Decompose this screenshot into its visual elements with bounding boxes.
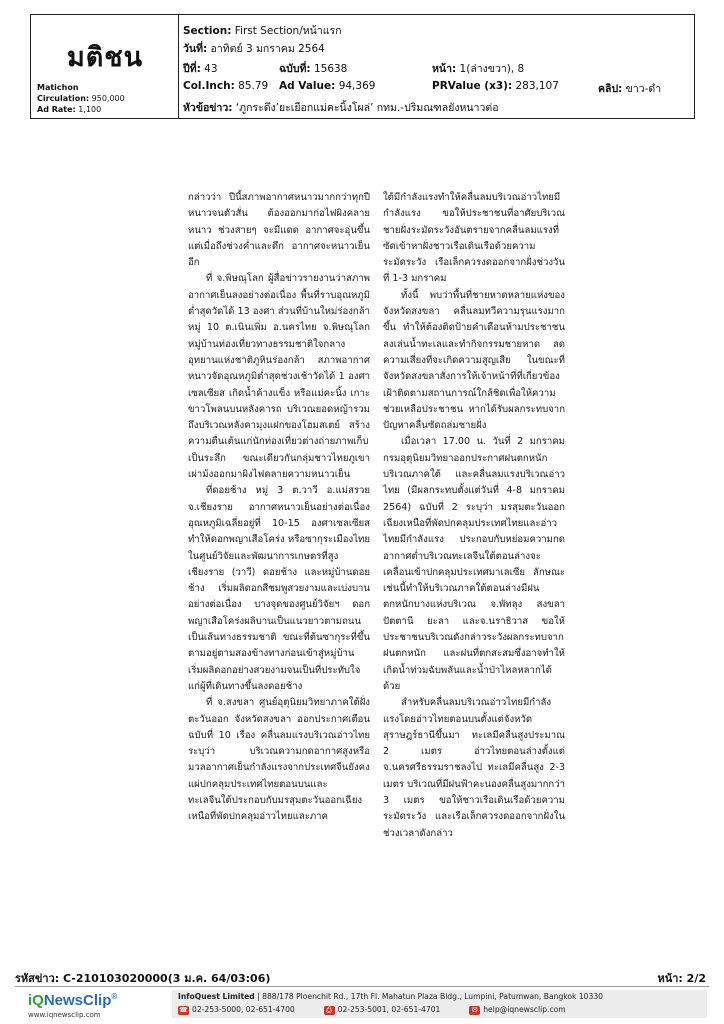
paragraph: ที่ จ.สงขลา ศูนย์อุตุนิยมวิทยาภาคใต้ฝั่งตะวันออก จังหวัดสงขลา ออกประกาศเตือนฉบับที่ 10 เรื่อง คลื่นลมแรงบริเวณอ่าวไทย ระบุว่า บริเวณความกดอากาศสูงหรือมวลอากาศเย็นกำลังแรงจากประเทศจีนยังคงแผ่ปกคลุมประเทศไทยตอนบนและทะเลจีนใต้ประกอบกับมรสุมตะวันออกเฉียงเหนือที่พัดปกคลุมอ่าวไทยและภาค [188, 697, 370, 823]
page-number: หน้า: 2/2 [657, 972, 706, 985]
paragraph: ใต้มีกำลังแรงทำให้คลื่นลมบริเวณอ่าวไทยมีกำลังแรง ขอให้ประชาชนที่อาศัยบริเวณชายฝั่งระมัดระวังอันตรายจากคลื่นลมแรงที่ซัดเข้าหาฝั่งชาวเรือเดินเรือด้วยความระมัดระวัง เรือเล็กควรงดออกจากฝั่งช่วงวันที่ 1-3 มกราคม [383, 192, 565, 285]
iqnewsclip-wordmark: iQNewsClip® [28, 992, 118, 1009]
article-column-2 [383, 190, 565, 842]
clipping-header [30, 14, 695, 119]
company-address: InfoQuest Limited | 888/178 Ploenchit Rd., 17th Fl. Mahatun Plaza Bldg., Lumpini, Patumwan, Bangkok 10330 [178, 992, 604, 1001]
paragraph: สำหรับคลื่นลมบริเวณอ่าวไทยมีกำลังแรงโดยอ่าวไทยตอนบนตั้งแต่จังหวัดสุราษฎร์ธานีขึ้นมา ทะเลมีคลื่นสูงประมาณ 2 เมตร อ่าวไทยตอนล่างตั้งแต่ จ.นครศรีธรรมราชลงไป ทะเลมีคลื่นสูง 2-3 เมตร บริเวณที่มีฝนฟ้าคะนองคลื่นสูงมากกว่า 3 เมตร ขอให้ชาวเรือเดินเรือด้วยความระมัดระวัง และเรือเล็กควรงดออกจากฝั่งในช่วงเวลาดังกล่าว [383, 697, 565, 839]
publication-name: Matichon [37, 83, 79, 92]
headline-line: หัวข้อข่าว: ‘ภูกระดึง’ยะเยือกแม่คะนิ้งโผล่’ กทม.-ปริมณฑลยังหนาวต่อ [183, 102, 499, 114]
page-field: หน้า: 1(ล่างขวา), 8 [432, 63, 525, 75]
publication-cell [31, 15, 179, 118]
clip-field: คลิป: ขาว-ดำ [598, 83, 662, 95]
email-icon: ✉ [469, 1006, 480, 1015]
paragraph: ที่ดอยช้าง หมู่ 3 ต.วาวี อ.แม่สรวย จ.เชียงราย อากาศหนาวเย็นอย่างต่อเนื่องอุณหภูมิเฉลี่ยอยู่ที่ 10-15 องศาเซลเซียส ทำให้ดอกพญาเสือโคร่ง หรือซากุระเมืองไทย ในศูนย์วิจัยและพัฒนาการเกษตรที่สูงเชียงราย (วาวี) ดอยช้าง และหมู่บ้านดอยช้าง เริ่มผลิดอกสีชมพูสวยงามและเบ่งบานอย่างต่อเนื่อง บางจุดของศูนย์วิจัยฯ ดอกพญาเสือโคร่งผลิบานเป็นแนวยาวตามถนน เป็นเส้นทางธรรมชาติ ขณะที่ต้นซากุระที่ขึ้นตามอยู่ตามสองข้างทางก่อนเข้าสู่หมู่บ้าน เริ่มผลิดอกอย่างสวยงามจนเป็นที่ประทับใจแก่ผู้ที่เดินทางขึ้นลงดอยช้าง [188, 485, 370, 692]
iqnewsclip-url: www.iqnewsclip.com [28, 1011, 101, 1019]
section-line: Section: First Section/หน้าแรก [183, 25, 342, 37]
date-line: วันที่: อาทิตย์ 3 มกราคม 2564 [183, 43, 325, 55]
paragraph: เมื่อเวลา 17.00 น. วันที่ 2 มกราคม กรมอุตุนิยมวิทยาออกประกาศฝนตกหนักบริเวณภาคใต้ และคลื่นลมแรงบริเวณอ่าวไทย (มีผลกระทบตั้งแต่วันที่ 4-8 มกราคม 2564) ฉบับที่ 2 ระบุว่า มรสุมตะวันออกเฉียงเหนือที่พัดปกคลุมประเทศไทยและอ่าวไทยมีกำลังแรง ประกอบกับหย่อมความกดอากาศต่ำบริเวณทะเลจีนใต้ตอนล่างจะเคลื่อนเข้าปกคลุมประเทศมาเลเซีย ลักษณะเช่นนี้ทำให้บริเวณภาคใต้ตอนล่างมีฝนตกหนักบางแห่งบริเวณ จ.พัทลุง สงขลา ปัตตานี ยะลา และจ.นราธิวาส ขอให้ประชาชนบริเวณดังกล่าวระวังผลกระทบจากฝนตกหนัก และฝนที่ตกสะสมซึ่งอาจทำให้เกิดน้ำท่วมฉับพลันและน้ำป่าไหลหลากได้ด้วย [383, 436, 565, 692]
publication-logo: มติชน [66, 42, 144, 73]
issue-field: ฉบับที่: 15638 [279, 63, 348, 75]
news-code: รหัสข่าว: C-210103020000(3 ม.ค. 64/03:06) [15, 972, 271, 985]
advalue-field: Ad Value: 94,369 [279, 80, 376, 92]
phone-number: 02-253-5000, 02-651-4700 [192, 1005, 295, 1014]
fax-number: 02-253-5001, 02-651-4701 [337, 1005, 441, 1014]
email-address: help@iqnewsclip.com [483, 1005, 566, 1014]
company-contacts [178, 1005, 566, 1015]
ad-rate: Ad Rate: 1,100 [37, 105, 102, 114]
paragraph: ที่ จ.พิษณุโลก ผู้สื่อข่าวรายงานว่าสภาพอากาศเย็นลงอย่างต่อเนื่อง พื้นที่ราบอุณหภูมิต่ำสุดวัดได้ 13 องศา ส่วนที่บ้านใหม่ร่องกล้า หมู่ 10 ต.เนินเพิ่ม อ.นครไทย จ.พิษณุโลก หมู่บ้านท่องเที่ยวทางธรรมชาติใจกลางอุทยานแห่งชาติภูหินร่องกล้า สภาพอากาศหนาวจัดอุณหภูมิต่ำสุดช่วงเช้าวัดได้ 1 องศาเซลเซียส เกิดน้ำค้างแข็ง หรือแม่คะนิ้ง เกาะขาวโพลนบนหลังคารถ บริเวณยอดหญ้ารวมถึงบริเวณหลังคามุงแฝกของโฮมสเตย์ สร้างความตื่นเต้นแก่นักท่องเที่ยวต่างถ่ายภาพเก็บเป็นระลึก ขณะเดียวกันกลุ่มชาวไทยภูเขาเผ่าม้งออกมาผิงไฟคลายความหนาวเย็น [188, 273, 370, 481]
article-column-1 [188, 190, 370, 826]
colinch-field: Col.Inch: 85.79 [183, 80, 269, 92]
company-info-bar [172, 990, 707, 1018]
circulation: Circulation: 950,000 [37, 94, 125, 103]
phone-icon: ☎ [179, 1005, 188, 1014]
paragraph: ทั้งนี้ พบว่าพื้นที่ชายหาดหลายแห่งของจังหวัดสงขลา คลื่นลมทวีความรุนแรงมากขึ้น ทำให้ต้องติดป้ายคำเตือนห้ามประชาชนลงเล่นน้ำทะเลและทำกิจกรรมชายหาด ลดความเสี่ยงที่จะเกิดความสูญเสีย ในขณะที่จังหวัดสงขลาสั่งการให้เจ้าหน้าที่ที่เกี่ยวข้องเฝ้าติดตามสถานการณ์ใกล้ชิดเพื่อให้ความช่วยเหลือประชาชน หากได้รับผลกระทบจากปัญหาคลื่นซัดถล่มชายฝั่ง [383, 289, 565, 432]
fax-icon: ⎙ [324, 1006, 335, 1015]
iqnewsclip-logo [28, 990, 168, 1022]
paragraph: กล่าวว่า ปีนี้สภาพอากาศหนาวมากกว่าทุกปีหนาวจนตัวสั่น ต้องออกมาก่อไฟผิงคลายหนาว ช่วงสายๆ จะมีแดด อากาศจะอุ่นขึ้นแต่เมื่อถึงช่วงค่ำและดึก อากาศจะหนาวเย็นอีก [188, 192, 370, 269]
prvalue-field: PRValue (x3): 283,107 [432, 80, 559, 92]
year-field: ปีที่: 43 [183, 63, 218, 75]
footer-divider [15, 986, 709, 987]
